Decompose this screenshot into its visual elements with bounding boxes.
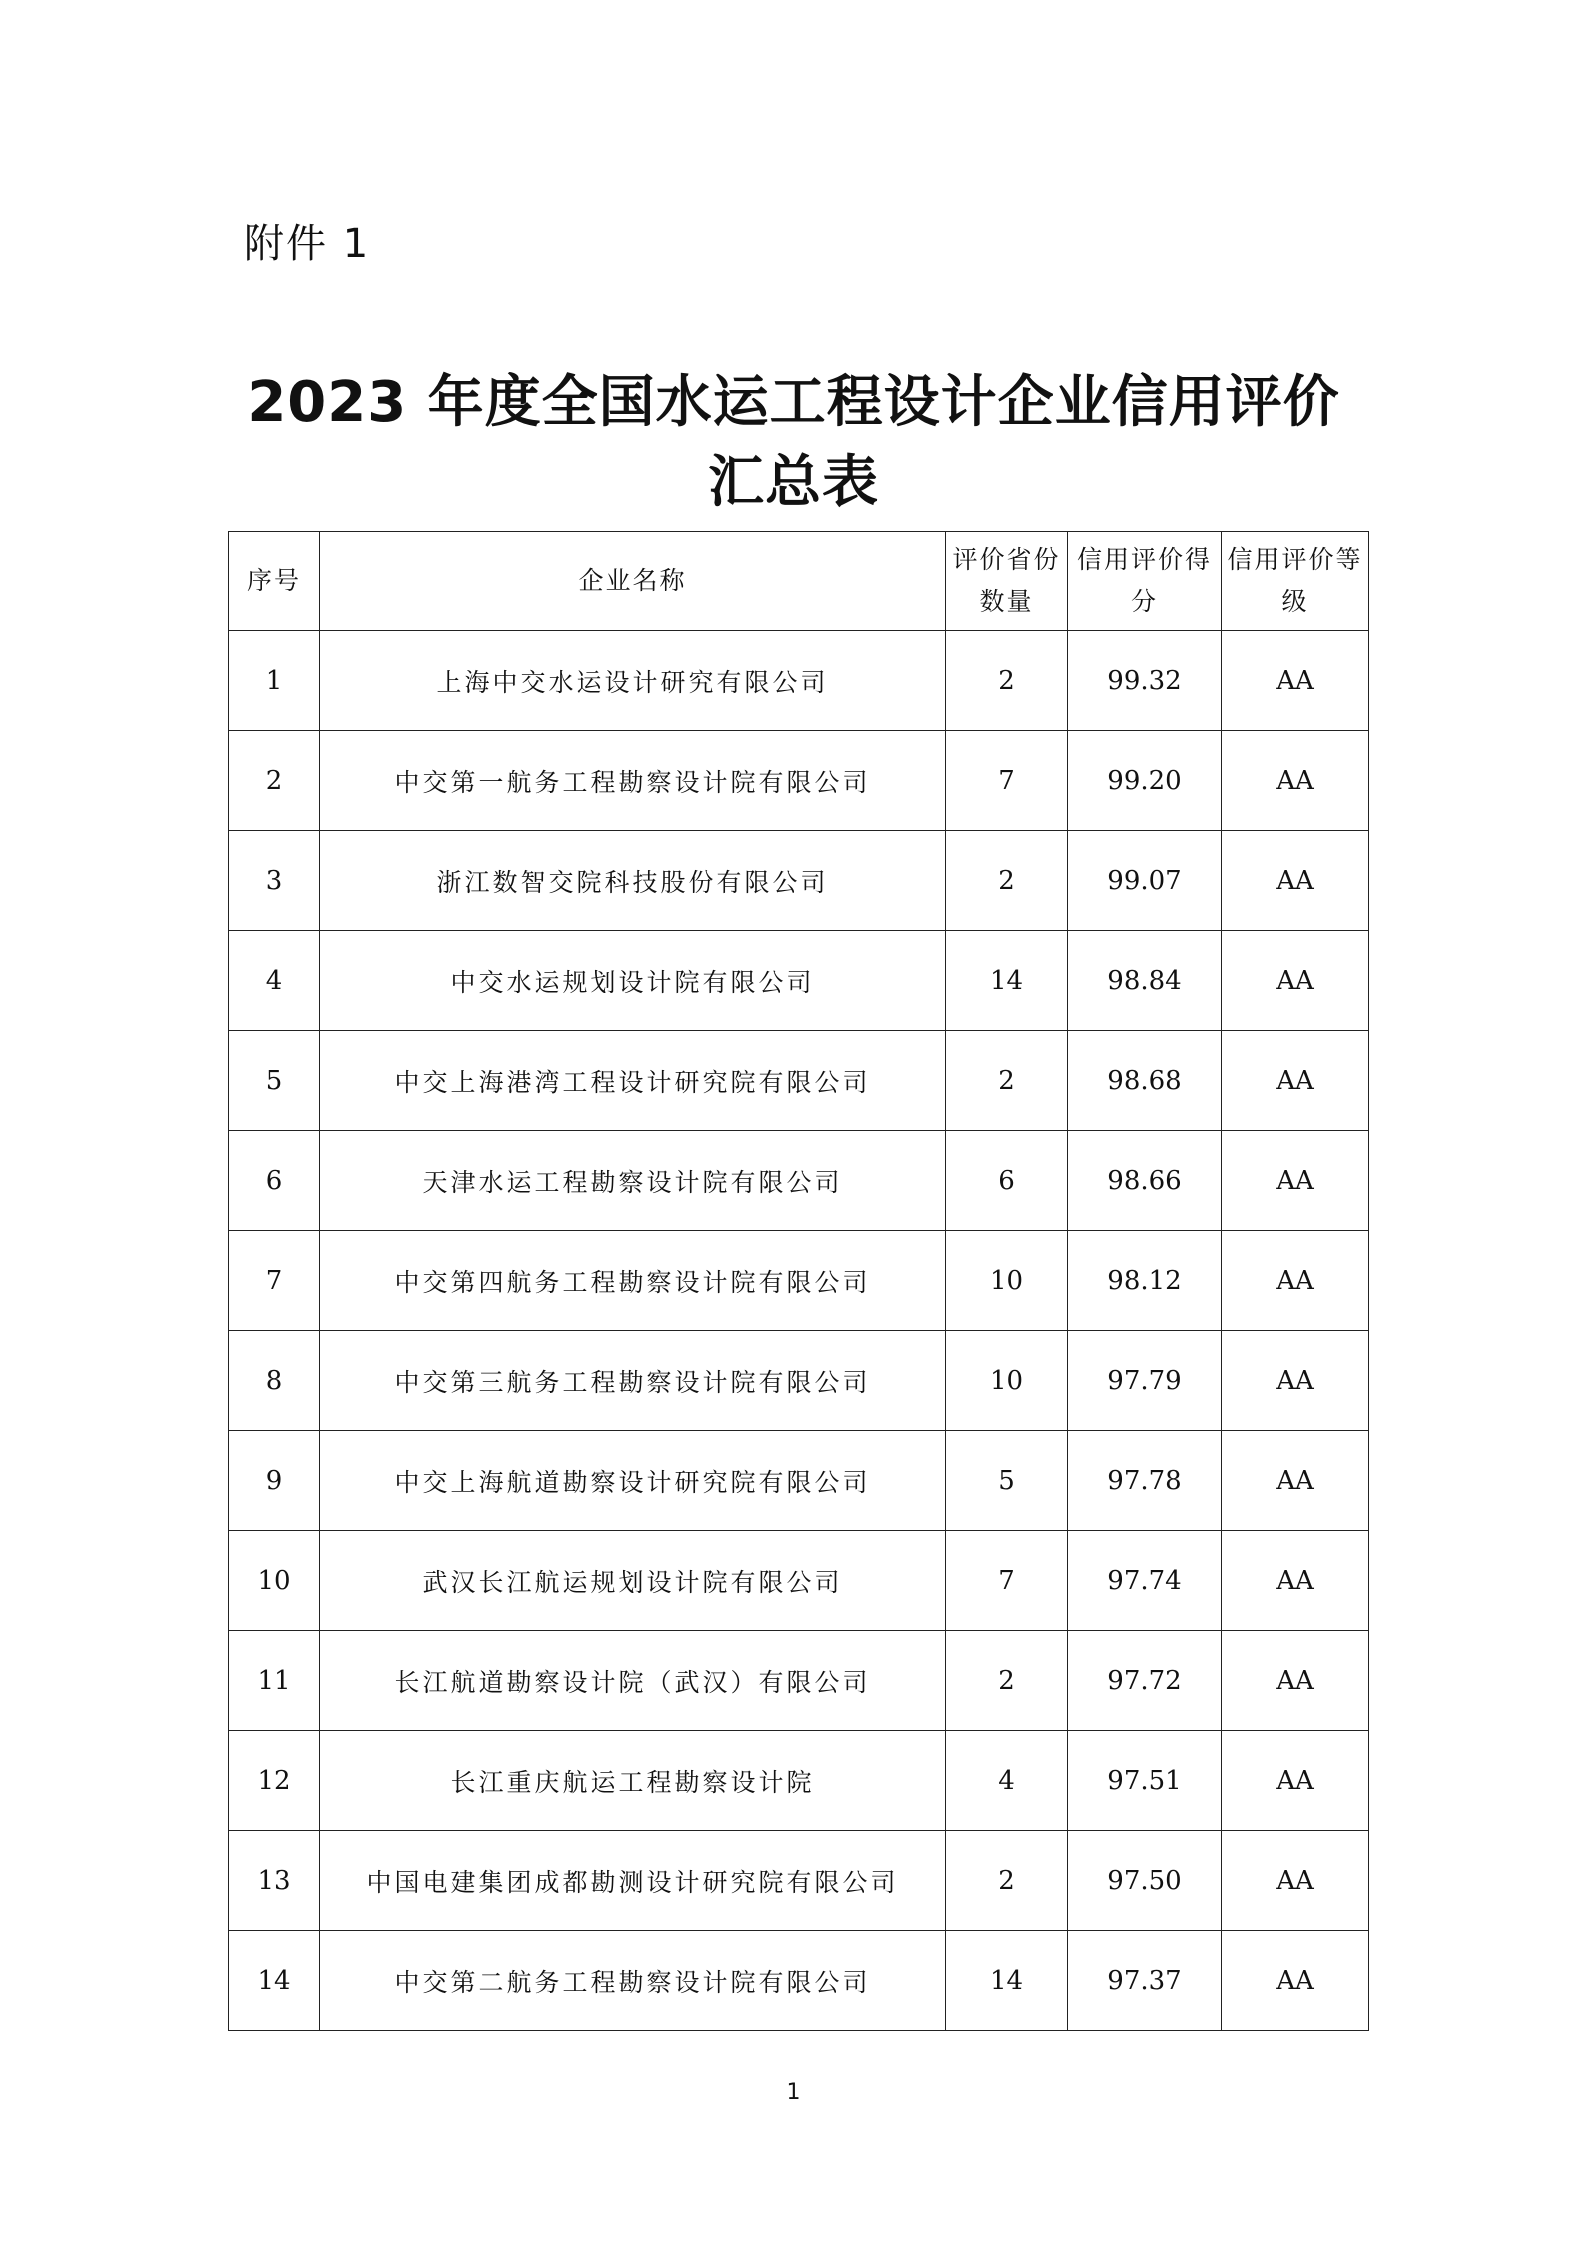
cell-seq: 3 [229,831,320,931]
cell-seq: 7 [229,1231,320,1331]
table-row [229,631,1369,731]
cell-seq: 5 [229,1031,320,1131]
table-row [229,1731,1369,1831]
cell-credit-score: 99.07 [1068,831,1222,931]
cell-credit-score: 98.12 [1068,1231,1222,1331]
table-row [229,731,1369,831]
cell-credit-grade: AA [1222,1431,1369,1531]
header-credit-score: 信用评价得分 [1068,532,1222,631]
page-number: 1 [786,2080,801,2105]
cell-credit-grade: AA [1222,731,1369,831]
table-row [229,1331,1369,1431]
cell-province-count: 7 [946,1531,1068,1631]
table-row [229,1531,1369,1631]
cell-seq: 2 [229,731,320,831]
table-header-row [229,532,1369,631]
cell-credit-score: 97.50 [1068,1831,1222,1931]
header-province-count: 评价省份数量 [946,532,1068,631]
cell-seq: 11 [229,1631,320,1731]
cell-credit-score: 98.66 [1068,1131,1222,1231]
cell-company-name: 中交第四航务工程勘察设计院有限公司 [320,1231,946,1331]
cell-credit-grade: AA [1222,1331,1369,1431]
cell-credit-grade: AA [1222,931,1369,1031]
cell-province-count: 10 [946,1331,1068,1431]
cell-company-name: 中交第一航务工程勘察设计院有限公司 [320,731,946,831]
cell-company-name: 中交第三航务工程勘察设计院有限公司 [320,1331,946,1431]
cell-seq: 1 [229,631,320,731]
table-row [229,1131,1369,1231]
cell-credit-score: 98.68 [1068,1031,1222,1131]
cell-seq: 14 [229,1931,320,2031]
cell-province-count: 10 [946,1231,1068,1331]
cell-seq: 4 [229,931,320,1031]
cell-seq: 13 [229,1831,320,1931]
cell-province-count: 2 [946,631,1068,731]
cell-credit-score: 99.20 [1068,731,1222,831]
table-row [229,1031,1369,1131]
attachment-label: 附件 1 [244,221,371,267]
cell-province-count: 2 [946,1831,1068,1931]
cell-credit-grade: AA [1222,631,1369,731]
cell-seq: 6 [229,1131,320,1231]
cell-seq: 10 [229,1531,320,1631]
cell-seq: 9 [229,1431,320,1531]
cell-company-name: 中交上海航道勘察设计研究院有限公司 [320,1431,946,1531]
cell-credit-grade: AA [1222,1731,1369,1831]
cell-credit-score: 97.51 [1068,1731,1222,1831]
cell-province-count: 2 [946,1031,1068,1131]
table-row [229,1631,1369,1731]
cell-company-name: 长江重庆航运工程勘察设计院 [320,1731,946,1831]
table-row [229,1831,1369,1931]
cell-province-count: 4 [946,1731,1068,1831]
cell-credit-grade: AA [1222,831,1369,931]
credit-evaluation-table [228,531,1369,2031]
cell-credit-grade: AA [1222,1931,1369,2031]
cell-credit-grade: AA [1222,1231,1369,1331]
cell-province-count: 14 [946,931,1068,1031]
cell-credit-score: 97.37 [1068,1931,1222,2031]
cell-company-name: 天津水运工程勘察设计院有限公司 [320,1131,946,1231]
cell-credit-score: 98.84 [1068,931,1222,1031]
document-title-line-2: 汇总表 [708,450,879,515]
cell-credit-score: 99.32 [1068,631,1222,731]
cell-province-count: 7 [946,731,1068,831]
table-row [229,1931,1369,2031]
cell-province-count: 2 [946,831,1068,931]
cell-credit-grade: AA [1222,1531,1369,1631]
document-title-line-1: 2023 年度全国水运工程设计企业信用评价 [247,370,1340,435]
table-row [229,931,1369,1031]
cell-province-count: 6 [946,1131,1068,1231]
cell-credit-score: 97.74 [1068,1531,1222,1631]
table-row [229,1231,1369,1331]
cell-credit-grade: AA [1222,1031,1369,1131]
cell-company-name: 中交水运规划设计院有限公司 [320,931,946,1031]
header-seq: 序号 [229,532,320,631]
cell-province-count: 2 [946,1631,1068,1731]
cell-credit-score: 97.78 [1068,1431,1222,1531]
cell-company-name: 武汉长江航运规划设计院有限公司 [320,1531,946,1631]
cell-province-count: 5 [946,1431,1068,1531]
cell-credit-grade: AA [1222,1131,1369,1231]
cell-company-name: 中交第二航务工程勘察设计院有限公司 [320,1931,946,2031]
header-company-name: 企业名称 [320,532,946,631]
cell-seq: 12 [229,1731,320,1831]
cell-company-name: 中交上海港湾工程设计研究院有限公司 [320,1031,946,1131]
table-row [229,831,1369,931]
cell-credit-score: 97.72 [1068,1631,1222,1731]
table-row [229,1431,1369,1531]
cell-company-name: 中国电建集团成都勘测设计研究院有限公司 [320,1831,946,1931]
cell-company-name: 浙江数智交院科技股份有限公司 [320,831,946,931]
cell-seq: 8 [229,1331,320,1431]
header-credit-grade: 信用评价等级 [1222,532,1369,631]
cell-credit-grade: AA [1222,1831,1369,1931]
cell-credit-grade: AA [1222,1631,1369,1731]
cell-company-name: 上海中交水运设计研究有限公司 [320,631,946,731]
cell-company-name: 长江航道勘察设计院（武汉）有限公司 [320,1631,946,1731]
cell-credit-score: 97.79 [1068,1331,1222,1431]
cell-province-count: 14 [946,1931,1068,2031]
